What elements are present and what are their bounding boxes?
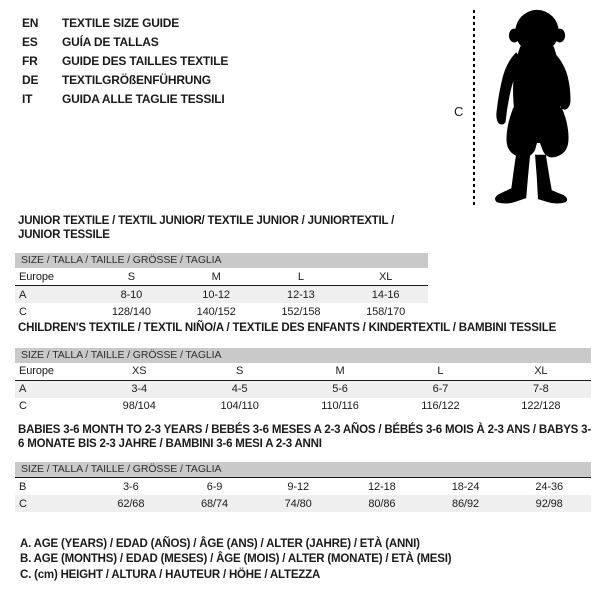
row-label: Europe bbox=[19, 365, 54, 377]
size-cell: 152/158 bbox=[281, 305, 321, 318]
language-code: ES bbox=[22, 34, 38, 49]
size-cell: 140/152 bbox=[196, 305, 236, 318]
table-row bbox=[15, 363, 591, 380]
size-cell: 62/68 bbox=[117, 497, 145, 510]
size-cell: 10-12 bbox=[202, 288, 230, 301]
size-cell: 12-18 bbox=[368, 480, 396, 493]
size-cell: 14-16 bbox=[371, 288, 400, 301]
size-cell: XL bbox=[378, 270, 393, 283]
size-cell: 18-24 bbox=[451, 480, 480, 493]
row-label: Europe bbox=[19, 270, 54, 283]
table-title: CHILDREN'S TEXTILE / TEXTIL NIÑO/A / TEXTILE DES ENFANTS / KINDERTEXTIL / BAMBINI TESSILE bbox=[18, 322, 557, 334]
language-row bbox=[22, 89, 228, 108]
language-row bbox=[22, 13, 228, 32]
size-cell: S bbox=[235, 365, 244, 377]
size-cell: XS bbox=[131, 365, 147, 377]
size-cell: 7-8 bbox=[533, 383, 549, 395]
size-cell: 92/98 bbox=[535, 497, 563, 510]
size-header-bar: SIZE / TALLA / TAILLE / GRÖSSE / TAGLIA bbox=[15, 462, 591, 477]
table-row bbox=[15, 285, 428, 303]
size-cell: 116/122 bbox=[421, 400, 460, 412]
junior-textile-section bbox=[15, 215, 428, 320]
size-cell: 122/128 bbox=[521, 400, 561, 412]
size-header-bar: SIZE / TALLA / TAILLE / GRÖSSE / TAGLIA bbox=[15, 253, 428, 268]
language-code: EN bbox=[22, 15, 39, 30]
size-cell: 9-12 bbox=[287, 480, 309, 493]
size-cell: S bbox=[127, 270, 135, 283]
table-rows bbox=[15, 268, 428, 320]
size-cell: M bbox=[211, 270, 221, 283]
table-rows bbox=[15, 477, 591, 512]
row-label: B bbox=[19, 480, 27, 493]
size-cell: 128/140 bbox=[111, 305, 151, 318]
size-cell: 80/86 bbox=[368, 497, 396, 510]
size-cell: L bbox=[297, 270, 304, 283]
language-code: IT bbox=[22, 91, 33, 106]
language-code: FR bbox=[22, 53, 38, 68]
size-cell: 104/110 bbox=[220, 400, 259, 412]
table-row bbox=[15, 495, 591, 512]
language-title: TEXTILE SIZE GUIDE bbox=[62, 15, 180, 30]
table-row bbox=[15, 477, 591, 495]
size-cell: 74/80 bbox=[284, 497, 312, 510]
language-title: GUÍA DE TALLAS bbox=[62, 34, 159, 49]
baby-silhouette-icon bbox=[480, 5, 595, 207]
size-cell: 5-6 bbox=[332, 383, 348, 395]
legend bbox=[20, 537, 451, 583]
size-cell: XL bbox=[534, 365, 548, 377]
size-cell: L bbox=[437, 365, 444, 377]
size-cell: 158/170 bbox=[366, 305, 406, 318]
table-title: JUNIOR TEXTILE / TEXTIL JUNIOR/ TEXTILE JUNIOR / JUNIORTEXTIL / JUNIOR TESSILE bbox=[18, 215, 395, 241]
size-cell: 12-13 bbox=[287, 288, 315, 301]
legend-line: B. AGE (MONTHS) / EDAD (MESES) / ÂGE (MOIS) / ALTER (MONATE) / ETÀ (MESI) bbox=[20, 553, 452, 566]
size-cell: 3-6 bbox=[123, 480, 139, 493]
table-row bbox=[15, 380, 591, 398]
size-cell: 4-5 bbox=[231, 383, 248, 395]
height-dashed-line bbox=[473, 10, 475, 205]
size-cell: 6-7 bbox=[432, 383, 449, 395]
babies-textile-section bbox=[15, 424, 591, 512]
language-title: GUIDA ALLE TAGLIE TESSILI bbox=[62, 91, 225, 106]
legend-line: A. AGE (YEARS) / EDAD (AÑOS) / ÂGE (ANS) / ALTER (JAHRE) / ETÀ (ANNI) bbox=[20, 538, 420, 550]
language-list bbox=[22, 13, 228, 108]
size-cell: M bbox=[335, 365, 345, 377]
size-cell: 3-4 bbox=[131, 383, 147, 395]
table-row bbox=[15, 398, 591, 415]
row-label: A bbox=[19, 288, 27, 301]
row-label: A bbox=[19, 383, 27, 395]
height-c-label: C bbox=[454, 104, 464, 119]
childrens-textile-section bbox=[15, 322, 591, 415]
language-code: DE bbox=[22, 72, 39, 87]
size-cell: 110/116 bbox=[321, 400, 359, 412]
language-row bbox=[22, 32, 228, 51]
language-row bbox=[22, 70, 228, 89]
size-cell: 68/74 bbox=[200, 497, 229, 510]
size-cell: 24-36 bbox=[535, 480, 564, 493]
row-label: C bbox=[19, 497, 27, 510]
table-title: BABIES 3-6 MONTH TO 2-3 YEARS / BEBÉS 3-6 MESES A 2-3 AÑOS / BÉBÉS 3-6 MOIS À 2-3 ANS / BABYS 3-6 MONATE BIS 2-3 JAHRE / BAMBINI 3-6 MESI A 2-3 ANNI bbox=[18, 424, 591, 450]
language-title: TEXTILGRÖßENFÜHRUNG bbox=[62, 72, 211, 87]
size-header-bar: SIZE / TALLA / TAILLE / GRÖSSE / TAGLIA bbox=[15, 348, 591, 363]
legend-line: C. (cm) HEIGHT / ALTURA / HAUTEUR / HÖHE / ALTEZZA bbox=[20, 568, 321, 581]
row-label: C bbox=[19, 305, 27, 318]
table-row bbox=[15, 268, 428, 285]
table-row bbox=[15, 303, 428, 320]
size-cell: 6-9 bbox=[206, 480, 223, 493]
row-label: C bbox=[19, 400, 27, 412]
language-title: GUIDE DES TAILLES TEXTILE bbox=[62, 53, 229, 68]
size-cell: 8-10 bbox=[120, 288, 143, 301]
size-cell: 98/104 bbox=[122, 400, 156, 412]
size-cell: 86/92 bbox=[452, 497, 480, 510]
table-rows bbox=[15, 363, 591, 415]
language-row bbox=[22, 51, 228, 70]
